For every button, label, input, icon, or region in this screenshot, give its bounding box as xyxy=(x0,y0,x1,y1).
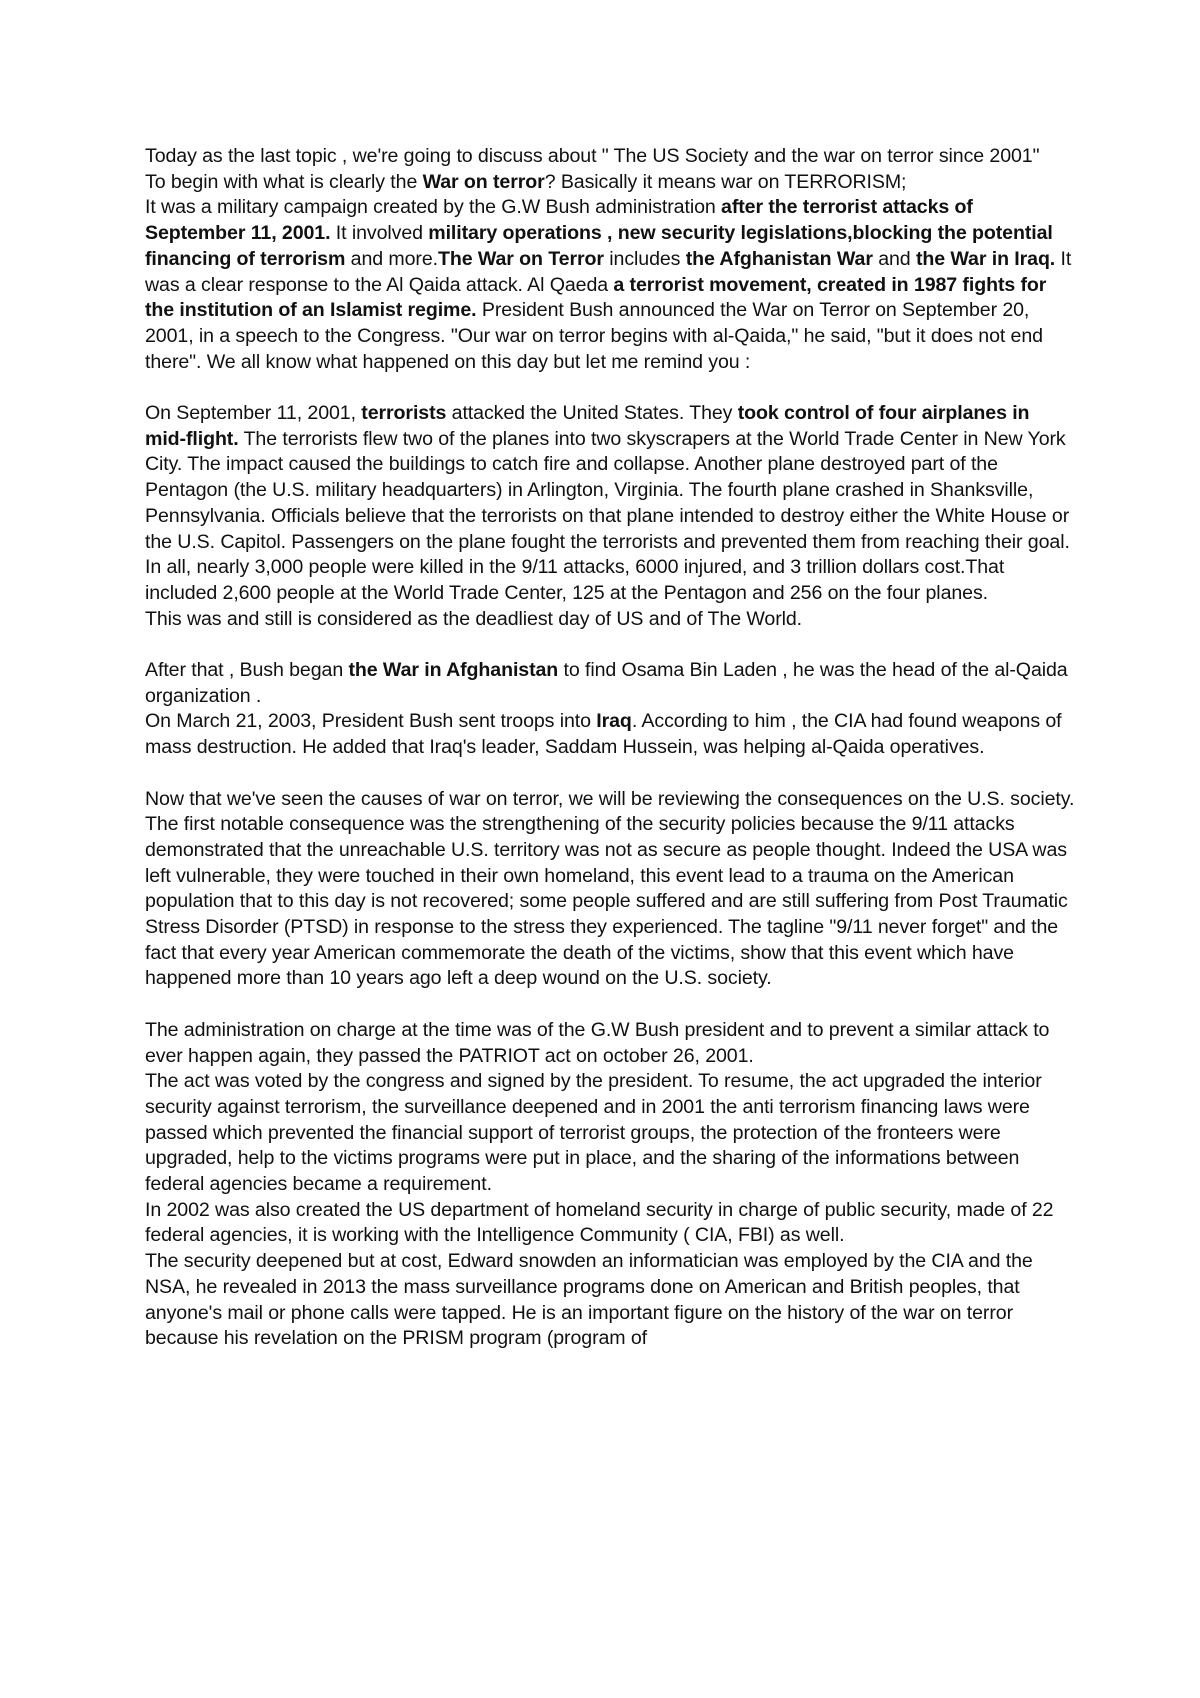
text-run: . According to him , the CIA had found weapons of mass destruction. He added that Iraq's leader, Saddam Hussein, was helping al-Qaida operatives. xyxy=(145,710,1062,759)
text-run: To begin with what is clearly the xyxy=(145,170,423,193)
bold-text-run: the War in Afghanistan xyxy=(348,659,559,682)
text-run: and more. xyxy=(345,247,438,270)
paragraph xyxy=(145,1018,1075,1069)
text-run: The security deepened but at cost, Edward snowden an informatician was employed by the CIA and the NSA, he revealed in 2013 the mass surveillance programs done on American and British peoples, that anyone's mail or phone calls were tapped. He is an important figure on the history of the war on terror because his revelation on the PRISM program (program of xyxy=(145,1250,1033,1350)
paragraph xyxy=(145,1249,1075,1352)
bold-text-run: War on terror xyxy=(422,170,545,193)
paragraph xyxy=(145,144,1075,170)
paragraph-spacer xyxy=(145,992,1075,1018)
text-run: The act was voted by the congress and signed by the president. To resume, the act upgraded the interior security against terrorism, the surveillance deepened and in 2001 the anti terrorism financing laws were passed which prevented the financial support of terrorist groups, the protection of the fronteers were upgraded, help to the victims programs were put in place, and the sharing of the informations between federal agencies became a requirement. xyxy=(145,1070,1042,1196)
paragraph-spacer xyxy=(145,761,1075,787)
bold-text-run: The War on Terror xyxy=(437,247,604,270)
text-run: This was and still is considered as the deadliest day of US and of The World. xyxy=(145,607,803,630)
text-run: On March 21, 2003, President Bush sent troops into xyxy=(145,710,597,733)
text-run: It was a military campaign created by the G.W Bush administration xyxy=(145,196,722,219)
text-run: President Bush announced the War on Terror on September 20, 2001, in a speech to the Congress. "Our war on terror begins with al-Qaida," he said, "but it does not end there". We all know what happened on this day but let me remind you : xyxy=(145,299,1043,373)
text-run: It was a clear response to the Al Qaida attack. Al Qaeda xyxy=(145,247,1072,296)
paragraph xyxy=(145,1198,1075,1249)
paragraph xyxy=(145,195,1075,375)
bold-text-run: took control of four airplanes in mid-flight. xyxy=(145,402,1030,450)
bold-text-run: a terrorist movement, created in 1987 fights for the institution of an Islamist regime. xyxy=(145,273,1047,322)
text-run: In 2002 was also created the US department of homeland security in charge of public security, made of 22 federal agencies, it is working with the Intelligence Community ( CIA, FBI) as well. xyxy=(145,1198,1054,1247)
bold-text-run: after the terrorist attacks of September 11, 2001. xyxy=(145,196,973,245)
paragraph xyxy=(145,170,1075,196)
bold-text-run: military operations , new security legislations,blocking the potential financing of terrorism xyxy=(145,222,1053,270)
paragraph xyxy=(145,658,1075,709)
text-run: After that , Bush began xyxy=(145,659,349,682)
text-run: On September 11, 2001, xyxy=(145,402,362,425)
text-run: includes xyxy=(603,247,686,270)
text-run: It involved xyxy=(330,222,429,245)
text-run: The administration on charge at the time was of the G.W Bush president and to prevent a similar attack to ever happen again, they passed the PATRIOT act on october 26, 2001. xyxy=(145,1018,1050,1067)
text-run: The terrorists flew two of the planes into two skyscrapers at the World Trade Center in New York City. The impact caused the buildings to catch fire and collapse. Another plane destroyed part of the Pentagon (the U.S. military headquarters) in Arlington, Virginia. The fourth plane crashed in Shanksville, Pennsylvania. Officials believe that the terrorists on that plane intended to destroy either the White House or the U.S. Capitol. Passengers on the plane fought the terrorists and prevented them from reaching their goal. In all, nearly 3,000 people were killed in the 9/11 attacks, 6000 injured, and 3 trillion dollars cost.That included 2,600 people at the World Trade Center, 125 at the Pentagon and 256 on the four planes. xyxy=(145,427,1070,604)
paragraph xyxy=(145,607,1075,633)
text-run: Now that we've seen the causes of war on terror, we will be reviewing the consequences on the U.S. society. The first notable consequence was the strengthening of the security policies because the 9/11 attacks demonstrated that the unreachable U.S. territory was not as secure as people thought. Indeed the USA was left vulnerable, they were touched in their own homeland, this event lead to a trauma on the American population that to this day is not recovered; some people suffered and are still suffering from Post Traumatic Stress Disorder (PTSD) in response to the stress they experienced. The tagline "9/11 never forget" and the fact that every year American commemorate the death of the victims, show that this event which have happened more than 10 years ago left a deep wound on the U.S. society. xyxy=(145,787,1075,990)
bold-text-run: Iraq xyxy=(596,710,632,733)
paragraph xyxy=(145,709,1075,760)
paragraph xyxy=(145,401,1075,607)
bold-text-run: the War in Iraq. xyxy=(915,247,1056,270)
bold-text-run: terrorists xyxy=(361,402,447,425)
text-run: and xyxy=(872,247,916,270)
text-run: Today as the last topic , we're going to discuss about " The US Society and the war on terror since 2001" xyxy=(145,145,1040,167)
paragraph-spacer xyxy=(145,632,1075,658)
document-body xyxy=(145,144,1075,1352)
text-run: attacked the United States. They xyxy=(446,402,738,425)
text-run: ? Basically it means war on TERRORISM; xyxy=(544,170,907,193)
paragraph xyxy=(145,1069,1075,1198)
text-run: to find Osama Bin Laden , he was the head of the al-Qaida organization . xyxy=(145,659,1068,707)
paragraph xyxy=(145,787,1075,993)
bold-text-run: the Afghanistan War xyxy=(685,247,873,270)
paragraph-spacer xyxy=(145,375,1075,401)
